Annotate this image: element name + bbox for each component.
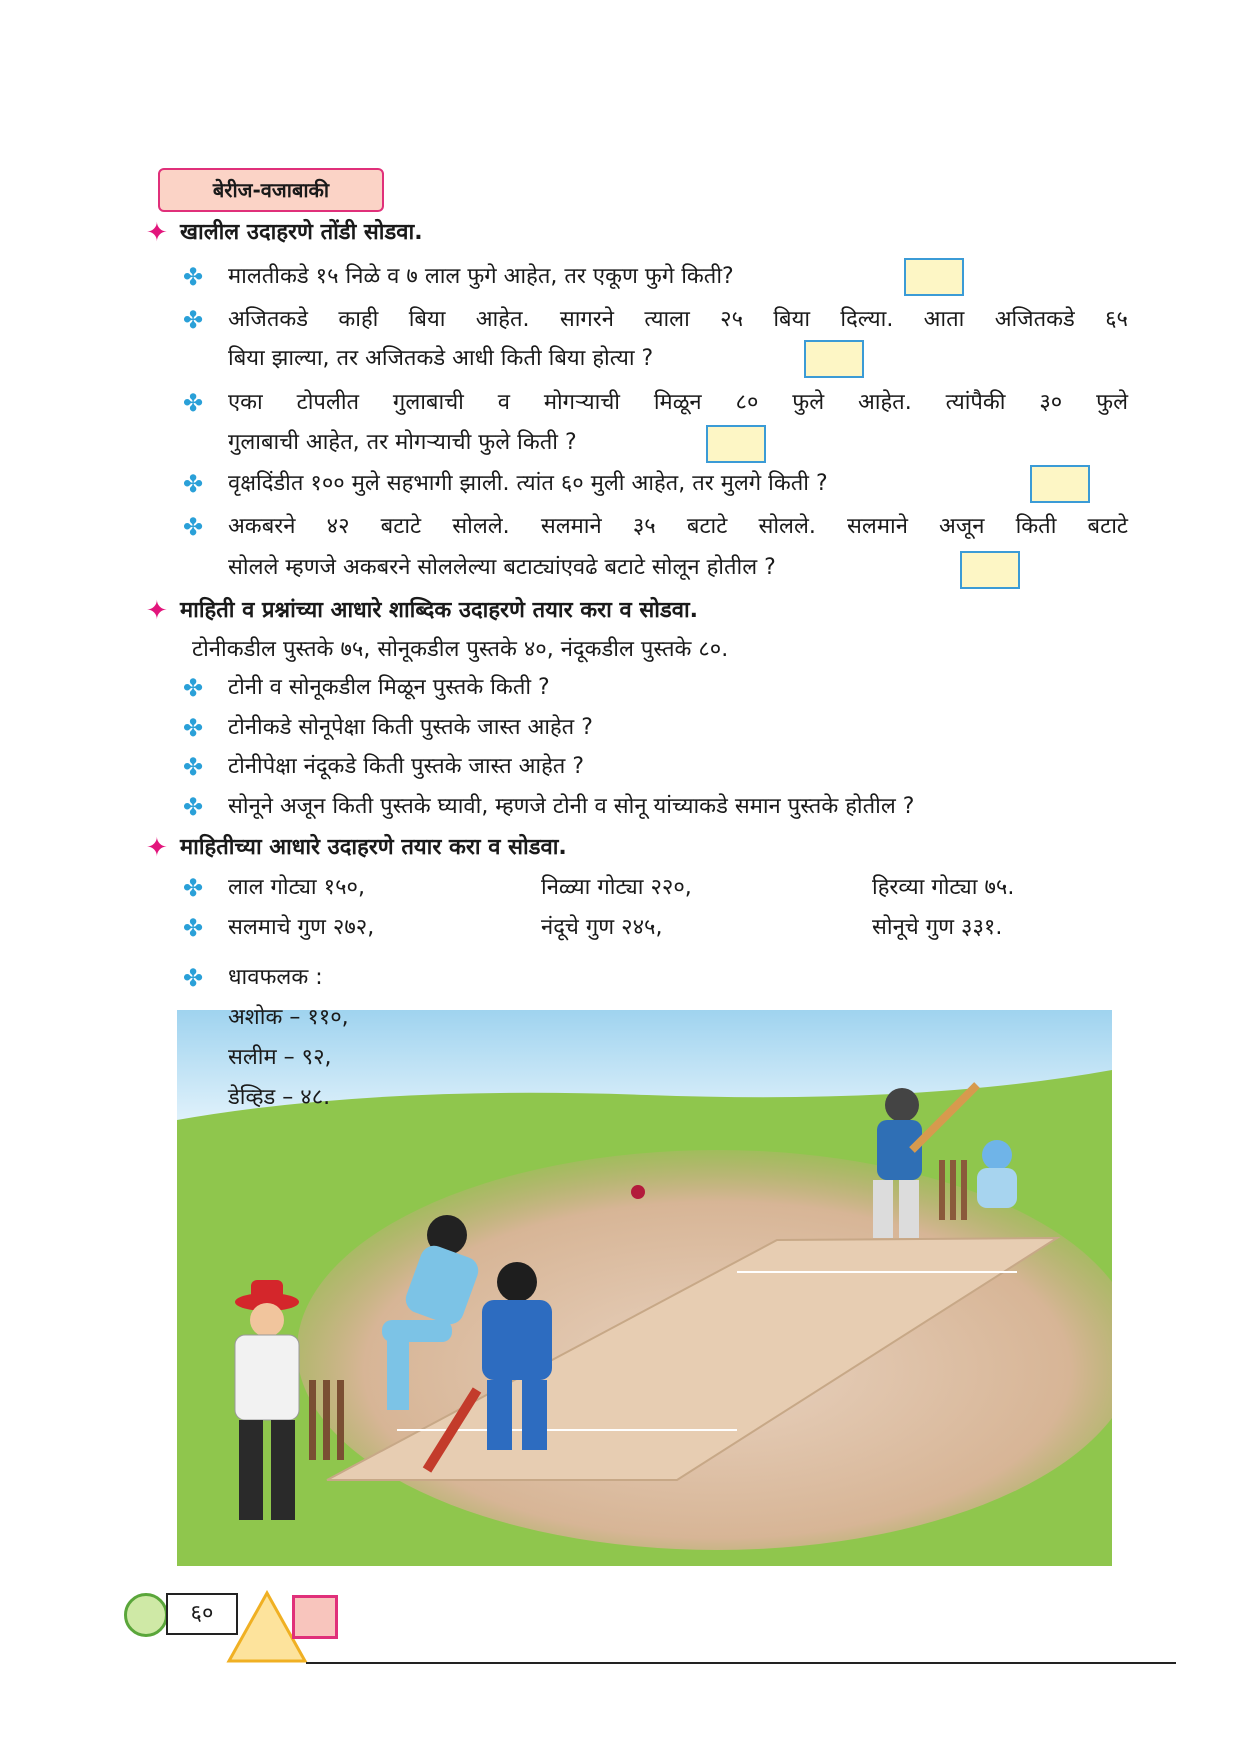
q1-item-5-line1: अकबरने ४२ बटाटे सोलले. सलमाने ३५ बटाटे सोलले. सलमाने अजून किती बटाटे <box>228 514 1128 539</box>
clover-bullet-icon: ✤ <box>183 793 204 821</box>
q2-heading: माहिती व प्रश्नांच्या आधारे शाब्दिक उदाहरणे तयार करा व सोडवा. <box>180 598 699 623</box>
answer-box[interactable] <box>904 258 964 296</box>
q2-item-3: टोनीपेक्षा नंदूकडे किती पुस्तके जास्त आहेत ? <box>228 754 585 779</box>
q1-item-3-line1: एका टोपलीत गुलाबाची व मोगऱ्याची मिळून ८० फुले आहेत. त्यांपैकी ३० फुले <box>228 390 1128 415</box>
clover-bullet-icon: ✤ <box>183 513 204 541</box>
clover-bullet-icon: ✤ <box>183 714 204 742</box>
answer-box[interactable] <box>960 551 1020 589</box>
answer-box[interactable] <box>706 425 766 463</box>
q1-item-1: मालतीकडे १५ निळे व ७ लाल फुगे आहेत, तर एकूण फुगे किती? <box>228 264 734 289</box>
section-tag: बेरीज-वजाबाकी <box>158 168 384 212</box>
footer-rule <box>306 1662 1176 1664</box>
clover-bullet-icon: ✤ <box>183 306 204 334</box>
stumps-far <box>939 1160 967 1220</box>
clover-bullet-icon: ✤ <box>183 674 204 702</box>
score-david: डेव्हिड – ४८. <box>228 1085 331 1110</box>
q1-item-2-line2: बिया झाल्या, तर अजितकडे आधी किती बिया होत्या ? <box>228 346 654 371</box>
q3-row1-col3: हिरव्या गोट्या ७५. <box>872 875 1015 900</box>
q3-row2-col1: सलमाचे गुण २७२, <box>228 915 375 940</box>
diamond-bullet-icon: ✦ <box>146 218 168 248</box>
score-ashok: अशोक – ११०, <box>228 1005 349 1030</box>
clover-bullet-icon: ✤ <box>183 874 204 902</box>
q2-item-4: सोनूने अजून किती पुस्तके घ्यावी, म्हणजे टोनी व सोनू यांच्याकडे समान पुस्तके होतील ? <box>228 794 915 819</box>
clover-bullet-icon: ✤ <box>183 914 204 942</box>
q3-row1-col1: लाल गोट्या १५०, <box>228 875 365 900</box>
q3-row2-col2: नंदूचे गुण २४५, <box>541 915 663 940</box>
q1-item-2-line1: अजितकडे काही बिया आहेत. सागरने त्याला २५ बिया दिल्या. आता अजितकडे ६५ <box>228 307 1128 332</box>
wicketkeeper-figure <box>977 1140 1017 1208</box>
q3-row2-col3: सोनूचे गुण ३३१. <box>872 915 1003 940</box>
q3-heading: माहितीच्या आधारे उदाहरणे तयार करा व सोडवा. <box>180 835 567 860</box>
clover-bullet-icon: ✤ <box>183 470 204 498</box>
q2-item-1: टोनी व सोनूकडील मिळून पुस्तके किती ? <box>228 675 550 700</box>
q1-item-3-line2: गुलाबाची आहेत, तर मोगऱ्याची फुले किती ? <box>228 430 577 455</box>
q3-row1-col2: निळ्या गोट्या २२०, <box>541 875 692 900</box>
clover-bullet-icon: ✤ <box>183 964 204 992</box>
stumps-near <box>309 1380 344 1460</box>
q2-item-2: टोनीकडे सोनूपेक्षा किती पुस्तके जास्त आहेत ? <box>228 715 593 740</box>
pink-square-icon <box>292 1595 338 1639</box>
green-circle-icon <box>124 1593 168 1637</box>
answer-box[interactable] <box>804 340 864 378</box>
q2-info: टोनीकडील पुस्तके ७५, सोनूकडील पुस्तके ४०, नंदूकडील पुस्तके ८०. <box>192 637 729 662</box>
answer-box[interactable] <box>1030 465 1090 503</box>
clover-bullet-icon: ✤ <box>183 263 204 291</box>
clover-bullet-icon: ✤ <box>183 753 204 781</box>
diamond-bullet-icon: ✦ <box>146 833 168 863</box>
q1-item-5-line2: सोलले म्हणजे अकबरने सोललेल्या बटाट्यांएवढे बटाटे सोलून होतील ? <box>228 555 776 580</box>
q1-item-4: वृक्षदिंडीत १०० मुले सहभागी झाली. त्यांत ६० मुली आहेत, तर मुलगे किती ? <box>228 471 828 496</box>
q1-heading: खालील उदाहरणे तोंडी सोडवा. <box>180 220 423 245</box>
scoreboard-title: धावफलक : <box>228 965 323 990</box>
page-number: ६० <box>166 1593 238 1635</box>
score-salim: सलीम – ९२, <box>228 1045 332 1070</box>
clover-bullet-icon: ✤ <box>183 389 204 417</box>
diamond-bullet-icon: ✦ <box>146 596 168 626</box>
